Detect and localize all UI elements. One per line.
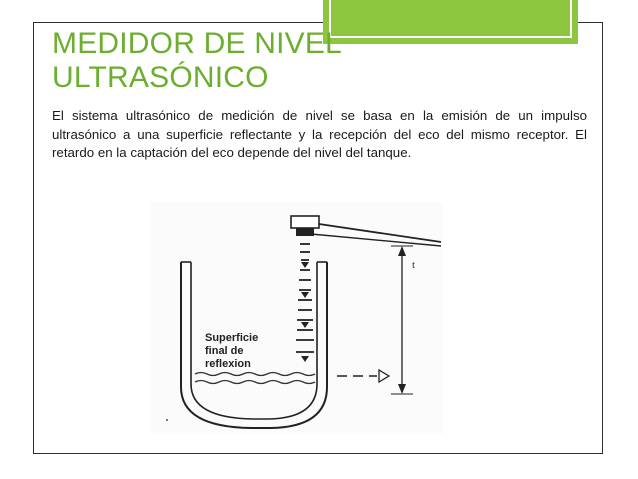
label-reflexion: reflexion [205,358,251,370]
tank-wall-outer [181,262,327,428]
body-paragraph: El sistema ultrasónico de medición de nivel se basa en la emisión de un impulso ultrasónico a una superficie reflectante y la recepción del eco del mismo receptor. El retardo en la captación del eco depende del nivel del tanque. [52,108,587,160]
beam-arrows [301,262,309,362]
accent-box-inner-border [329,0,572,38]
sensor-body [291,216,319,228]
title-line-2: ULTRASÓNICO [52,61,269,94]
title-line-1: MEDIDOR DE NIVEL [52,27,342,60]
distance-arrow-top [398,246,406,256]
accent-box [323,0,578,44]
label-superficie: Superficie [205,332,259,344]
stray-dot [166,419,168,421]
liquid-surface-line-1 [195,373,315,376]
distance-label: t [412,259,416,271]
distance-arrow-bottom [398,384,406,394]
echo-arrowhead [379,370,389,382]
liquid-surface-line-2 [195,381,315,384]
slide-title [52,27,342,95]
sensor-mount-bar [319,224,441,242]
tank-diagram [151,202,443,434]
sensor-head [296,228,314,236]
label-final-de: final de [205,345,244,357]
tank-diagram-svg [151,202,443,434]
